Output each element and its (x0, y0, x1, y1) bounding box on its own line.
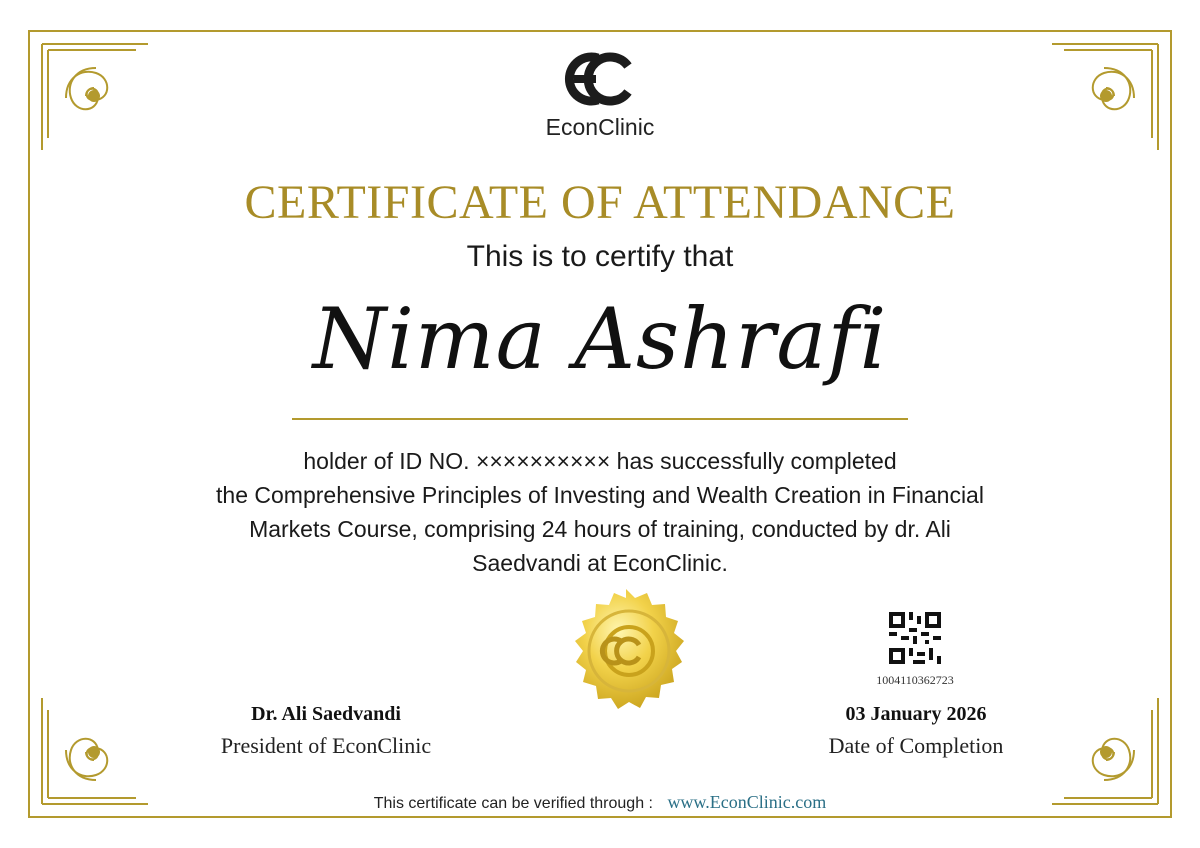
completion-date-label: Date of Completion (828, 733, 1004, 758)
signatory-name: Dr. Ali Saedvandi (251, 703, 401, 725)
gold-seal-icon (551, 585, 701, 735)
certificate-body (150, 444, 1050, 580)
body-line: the Comprehensive Principles of Investing and Wealth Creation in Financial (216, 482, 984, 508)
verification-footer (0, 792, 1200, 813)
verify-text: This certificate can be verified through : (373, 795, 653, 812)
ec-monogram-icon (558, 48, 642, 110)
certificate-title: CERTIFICATE OF ATTENDANCE (244, 176, 956, 229)
body-line: Saedvandi at EconClinic. (472, 550, 728, 576)
completion-date: 03 January 2026 (845, 703, 987, 725)
certificate-serial: 1004110362723 (876, 673, 954, 687)
signatory-role: President of EconClinic (220, 733, 432, 758)
verify-link[interactable]: www.EconClinic.com (667, 792, 827, 812)
body-line: holder of ID NO. ×××××××××× has successfully completed (303, 448, 897, 474)
recipient-name: Nima Ashrafi (312, 290, 888, 388)
qr-code-icon (889, 612, 941, 664)
certify-intro: This is to certify that (466, 240, 734, 273)
body-line: Markets Course, comprising 24 hours of training, conducted by dr. Ali (249, 516, 951, 542)
name-underline (292, 418, 908, 420)
brand-name: EconClinic (545, 114, 655, 140)
